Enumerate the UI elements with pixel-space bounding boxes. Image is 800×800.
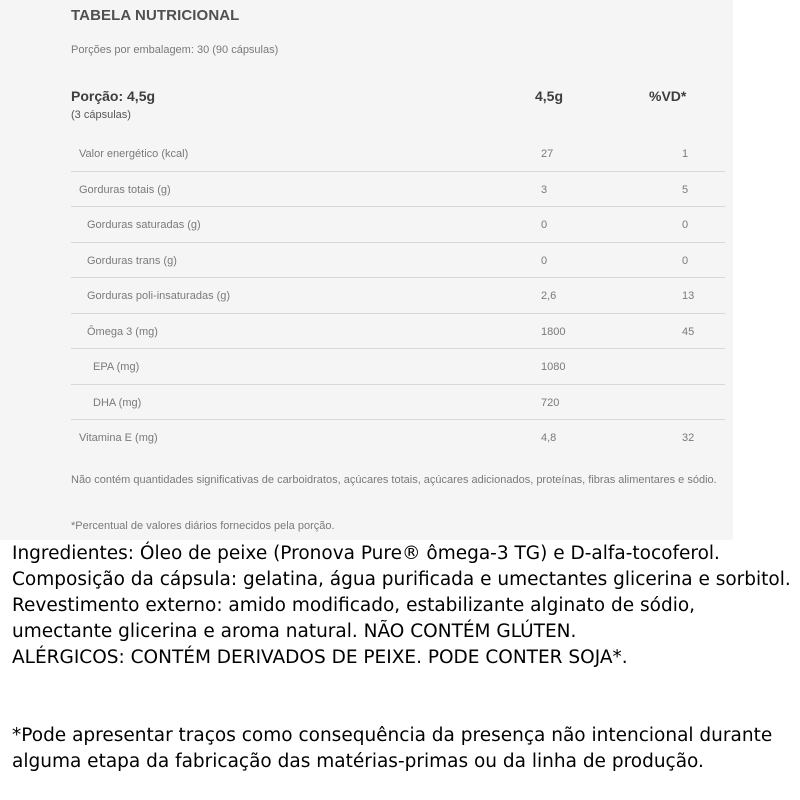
- portion-capsules: (3 cápsulas): [71, 109, 131, 121]
- row-vd: 0: [682, 254, 689, 267]
- row-amount: 0: [541, 219, 548, 231]
- row-label: Ômega 3 (mg): [87, 325, 158, 338]
- row-label: EPA (mg): [93, 361, 140, 373]
- column-header-vd: %VD*: [649, 88, 687, 104]
- row-vd: 13: [682, 290, 695, 302]
- table-row: [71, 243, 725, 279]
- row-vd: 5: [682, 183, 689, 196]
- row-amount: 2,6: [541, 290, 557, 302]
- portion-label: Porção: 4,5g: [71, 88, 156, 104]
- row-label: Gorduras totais (g): [79, 183, 171, 196]
- not-significant-note: Não contém quantidades significativas de carboidratos, açúcares totais, açúcares adicionados, proteínas, fibras alimentares e sódio.: [71, 474, 717, 486]
- row-label: Valor energético (kcal): [79, 148, 189, 160]
- row-vd: 0: [682, 219, 689, 231]
- row-amount: 3: [541, 183, 548, 196]
- allergens-text: ALÉRGICOS: CONTÉM DERIVADOS DE PEIXE. PODE CONTER SOJA*.: [12, 647, 628, 668]
- percent-note: *Percentual de valores diários fornecidos pela porção.: [71, 520, 335, 532]
- table-row: [71, 136, 725, 172]
- table-row: [71, 420, 725, 456]
- traces-footnote: *Pode apresentar traços como consequência da presença não intencional durante alguma etapa da fabricação das matérias-primas ou da linha de produção.: [12, 725, 773, 772]
- table-row: [71, 385, 725, 421]
- table-title: TABELA NUTRICIONAL: [71, 7, 240, 24]
- row-vd: 1: [682, 148, 689, 160]
- row-amount: 1080: [541, 361, 566, 373]
- row-label: Vitamina E (mg): [79, 432, 158, 444]
- row-amount: 720: [541, 396, 560, 409]
- row-label: Gorduras trans (g): [87, 254, 177, 267]
- ingredients-block: [12, 541, 794, 671]
- table-row: [71, 207, 725, 243]
- row-label: Gorduras poli-insaturadas (g): [87, 290, 231, 302]
- row-label: Gorduras saturadas (g): [87, 219, 201, 231]
- row-amount: 4,8: [541, 432, 557, 444]
- row-amount: 0: [541, 254, 548, 267]
- ingredients-text: Ingredientes: Óleo de peixe (Pronova Pure® ômega-3 TG) e D-alfa-tocoferol. Composição da cápsula: gelatina, água purificada e umectantes glicerina e sorbitol. Revestimento externo: amido modificado, estabilizante alginato de sódio, umectante glicerina e aroma natural. NÃO CONTÉM GLÚTEN.: [12, 543, 791, 642]
- row-vd: 32: [682, 432, 695, 444]
- row-amount: 27: [541, 148, 554, 160]
- table-row: [71, 278, 725, 314]
- nutrition-rows: [71, 136, 725, 456]
- table-row: [71, 172, 725, 208]
- row-label: DHA (mg): [93, 396, 142, 409]
- row-amount: 1800: [541, 325, 566, 338]
- table-row: [71, 349, 725, 385]
- servings-per-package: Porções por embalagem: 30 (90 cápsulas): [71, 44, 279, 56]
- row-vd: 45: [682, 325, 695, 338]
- column-header-amount: 4,5g: [535, 88, 564, 104]
- table-row: [71, 314, 725, 350]
